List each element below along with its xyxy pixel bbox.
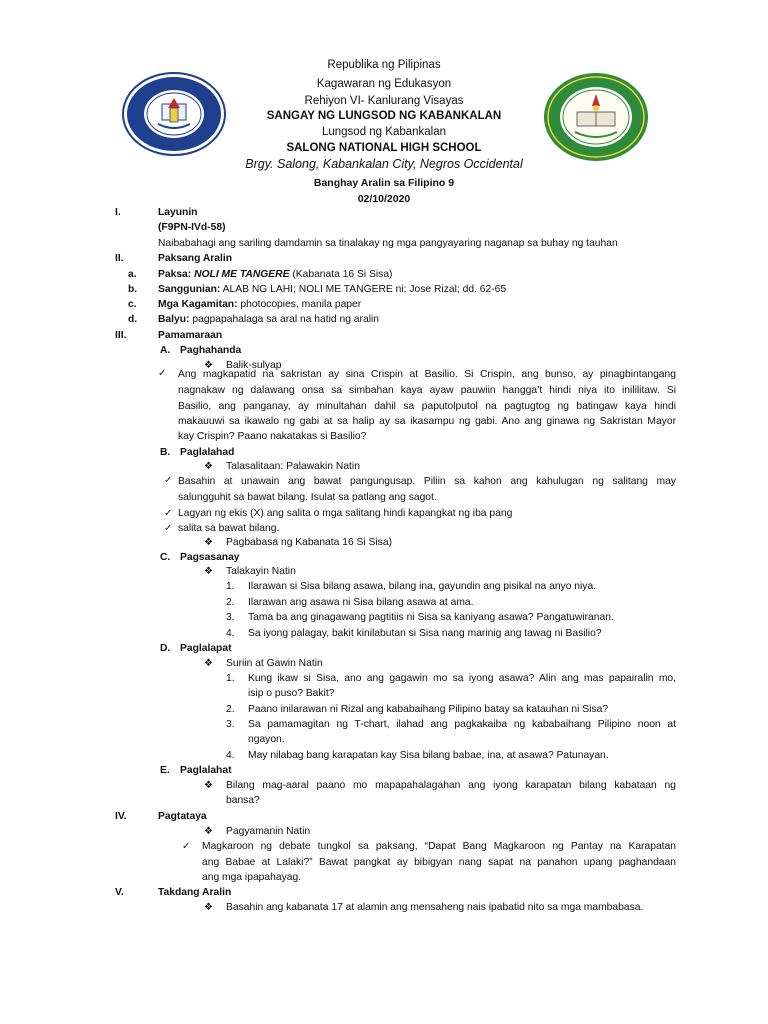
header-school-name: SALONG NATIONAL HIGH SCHOOL [286,142,482,154]
checkmark-icon: ✓ [182,841,191,852]
bullet-text: Balik-sulyap [226,360,282,371]
checkmark-icon: ✓ [164,523,173,534]
materials-label: Mga Kagamitan: [158,299,238,310]
paragraph-line: salungguhit sa bawat bilang. Isulat sa patlang ang sagot. [178,492,437,503]
paragraph-line: ang mga ipapahayag. [202,872,302,883]
subsection-letter: B. [160,447,171,458]
reference-line [158,283,506,297]
document-date: 02/10/2020 [357,193,411,205]
item-number: 4. [226,628,235,639]
diamond-bullet-icon: ❖ [204,826,213,837]
topic-label: Paksa: [158,269,192,280]
item-letter: c. [128,299,137,310]
header-division: SANGAY NG LUNGSOD NG KABANKALAN [266,110,502,122]
paragraph-line: ang Babae at Lalaki?” Bawat pangkat ay bibigyan nang sapat na panahon upang paghandaan [202,857,676,868]
header-city: Lungsod ng Kabankalan [321,126,447,138]
reference-label: Sanggunian: [158,284,221,295]
subsection-title: Paghahanda [180,345,242,356]
bullet-text: Talasalitaan: Palawakin Natin [226,461,360,472]
diamond-bullet-icon: ❖ [204,537,213,548]
subsection-letter: A. [160,345,171,356]
bullet-text: Pagbabasa ng Kabanata 16 Si Sisa) [226,537,393,548]
section-title: Takdang Aralin [158,887,232,898]
question-text: Ilarawan ang asawa ni Sisa bilang asawa at ama. [248,597,474,608]
checkmark-icon: ✓ [164,475,173,486]
question-text: ngayon. [248,734,285,745]
section-number: V. [115,887,124,898]
section-title: Pamamaraan [158,330,223,341]
section-number: II. [115,253,124,264]
objective-text: Naibabahagi ang sariling damdamin sa tinalakay ng mga pangyayaring naganap sa buhay ng tauhan [158,238,618,249]
question-text: Sa iyong palagay, bakit kinilabutan si Sisa nang marinig ang tawag ni Basilio? [248,628,602,639]
header-address: Brgy. Salong, Kabankalan City, Negros Occidental [245,157,523,171]
topic-line [158,268,392,282]
section-number: I. [115,207,121,218]
paragraph-line: Basahin at unawain ang bawat pangungusap. Piliin sa kahon ang kahulugan ng salitang may [178,476,676,487]
subsection-letter: D. [160,643,171,654]
question-text: Ilarawan si Sisa bilang asawa, bilang ina, gayundin ang pisikal na anyo niya. [248,581,597,592]
item-letter: b. [128,284,138,295]
diamond-bullet-icon: ❖ [204,461,213,472]
header-department: Kagawaran ng Edukasyon [316,78,452,90]
paragraph-line: Lagyan ng ekis (X) ang salita o mga salitang hindi kapangkat ng iba pang [178,508,513,519]
question-text: Paano inilarawan ni Rizal ang kababaihang Pilipino batay sa katauhan ni Sisa? [248,704,609,715]
item-letter: d. [128,314,138,325]
subsection-letter: C. [160,552,171,563]
question-text: May nilabag bang karapatan kay Sisa bilang babae, ina, at asawa? Patunayan. [248,750,609,761]
bullet-text: Basahin ang kabanata 17 at alamin ang mensaheng nais ipabatid nito sa mga mambabasa. [226,902,644,913]
value-label: Balyu: [158,314,190,325]
question-text: Kung ikaw si Sisa, ano ang gagawin mo sa iyong asawa? Alin ang mas papairalin mo, [248,673,676,684]
diamond-bullet-icon: ❖ [204,780,213,791]
item-number: 1. [226,673,235,684]
question-text: Tama ba ang ginagawang pagtitiis ni Sisa sa kaniyang asawa? Pangatuwiranan. [248,612,614,623]
paragraph-line: nagnakaw ng dalawang onsa sa simbahan kaya ayaw pauwiin hangga’t hindi niya ito inililitaw. Si [178,385,676,396]
item-letter: a. [128,269,137,280]
bullet-text: Pagyamanin Natin [226,826,311,837]
materials-line [158,298,361,312]
subsection-letter: E. [160,765,170,776]
diamond-bullet-icon: ❖ [204,566,213,577]
section-number: IV. [115,811,127,822]
value-text: pagpapahalaga sa aral na hatid ng aralin [192,314,379,325]
item-number: 3. [226,612,235,623]
materials-text: photocopies, manila paper [240,299,362,310]
competency-code: (F9PN-IVd-58) [158,222,226,233]
item-number: 4. [226,750,235,761]
subsection-title: Pagsasanay [180,552,240,563]
checkmark-icon: ✓ [164,508,173,519]
bullet-text: bansa? [226,795,260,806]
subsection-title: Paglalahat [180,765,232,776]
item-number: 2. [226,597,235,608]
diamond-bullet-icon: ❖ [204,658,213,669]
item-number: 1. [226,581,235,592]
reference-text: ALAB NG LAHI; NOLI ME TANGERE ni: Jose Rizal; dd. 62-65 [222,284,507,295]
section-number: III. [115,330,127,341]
subsection-title: Paglalahad [180,447,235,458]
paragraph-line: Magkaroon ng debate tungkol sa paksang, “Dapat Bang Magkaroon ng Pantay na Karapatan [202,841,676,852]
checkmark-icon: ✓ [158,368,167,379]
paragraph-line: salita sa bawat bilang. [178,523,280,534]
paragraph-line: kay Crispin? Paano nakatakas si Basilio? [178,431,367,442]
section-title: Layunin [158,207,198,218]
diamond-bullet-icon: ❖ [204,360,213,371]
item-number: 3. [226,719,235,730]
question-text: isip o puso? Bakit? [248,688,335,699]
value-line [158,313,379,327]
bullet-text: Bilang mag-aaral paano mo mapapahalagahan ang iyong karapatan bilang kabataan ng [226,780,676,791]
header-republic: Republika ng Pilipinas [327,59,441,71]
diamond-bullet-icon: ❖ [204,902,213,913]
item-number: 2. [226,704,235,715]
paragraph-line: Ang magkapatid na sakristan ay sina Crispin at Basilio. Si Crispin, ang bunso, ay pinagbintangang [178,369,676,380]
topic-chapter: (Kabanata 16 Si Sisa) [292,269,393,280]
bullet-text: Talakayin Natin [226,566,296,577]
document-title: Banghay Aralin sa Filipino 9 [313,177,455,189]
section-title: Paksang Aralin [158,253,233,264]
topic-title: NOLI ME TANGERE [194,269,290,280]
question-text: Sa pamamagitan ng T-chart, ilahad ang pagkakaiba ng kababaihang Pilipino noon at [248,719,676,730]
paragraph-line: Basilio, ang panganay, ay minultahan dahil sa paputolputol na pagtugtog ng batingaw kaya hindi [178,401,676,412]
section-title: Pagtataya [158,811,207,822]
paragraph-line: makauuwi sa ikawalo ng gabi at sa halip ay sa ikasampu ng gabi. Ano ang ginawa ng Sakristan Mayor [178,416,676,427]
bullet-text: Suriin at Gawin Natin [226,658,323,669]
header-region: Rehiyon VI- Kanlurang Visayas [304,95,464,107]
subsection-title: Paglalapat [180,643,232,654]
